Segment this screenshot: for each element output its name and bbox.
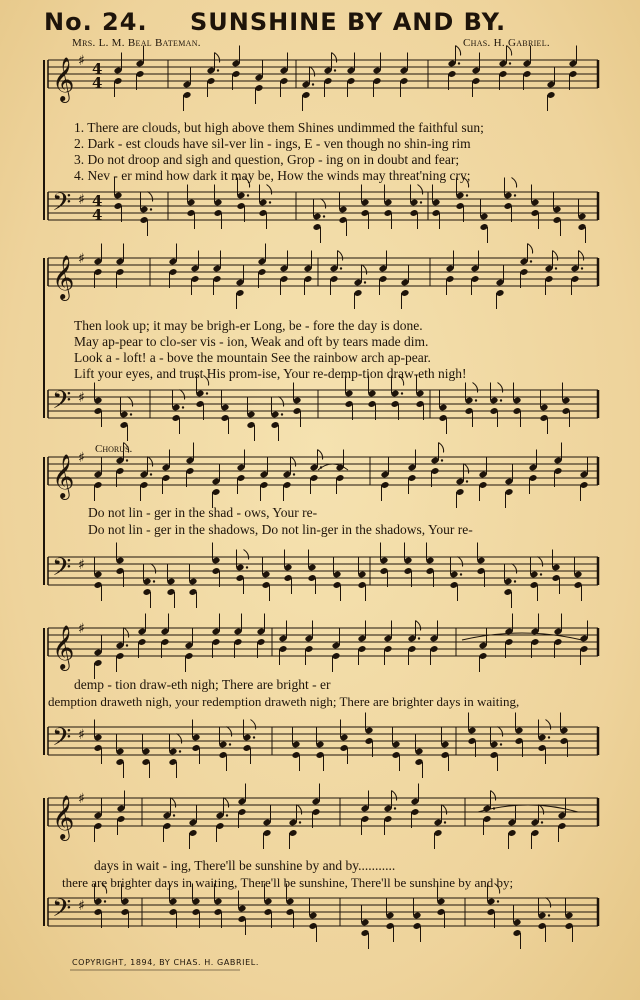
verse-1-line-2: Then look up; it may be brigh-er Long, be - fore the day is done.	[74, 318, 423, 333]
time-signature-top: 4	[92, 192, 103, 210]
note-flag	[464, 464, 469, 474]
dot	[126, 459, 128, 461]
note-flag	[392, 791, 397, 801]
copyright-notice: COPYRIGHT, 1894, BY CHAS. H. GABRIEL.	[72, 958, 259, 967]
note-flag	[546, 898, 551, 908]
note-flag	[538, 557, 543, 567]
tie-slur	[478, 805, 578, 812]
dot	[466, 194, 468, 196]
bass-clef: 𝄢	[52, 894, 72, 929]
dot	[418, 637, 420, 639]
note-flag	[297, 805, 302, 815]
dot	[497, 900, 499, 902]
dot	[500, 743, 502, 745]
dot	[247, 194, 249, 196]
note-flag	[332, 53, 337, 63]
verse-3-line-2: Look a - loft! a - bove the mountain See the rainbow arch ap-pear.	[74, 350, 431, 365]
note-flag	[362, 265, 367, 275]
note-flag	[512, 178, 517, 188]
verse-2-line-2: May ap-pear to clo-ser vis - ion, Weak and oft by tears made dim.	[74, 334, 429, 349]
key-signature-sharp: ♯	[78, 791, 85, 807]
dot	[150, 473, 152, 475]
dot	[253, 736, 255, 738]
key-signature-sharp: ♯	[78, 621, 85, 637]
dot	[246, 566, 248, 568]
dot	[182, 406, 184, 408]
verse-3-line-1: 3. Do not droop and sigh and question, Grop - ing on in doubt and fear;	[74, 152, 460, 167]
note-flag	[456, 46, 461, 56]
dot	[394, 807, 396, 809]
treble-clef: 𝄞	[52, 625, 75, 669]
dot	[153, 580, 155, 582]
dot	[466, 480, 468, 482]
dot	[312, 83, 314, 85]
note-flag	[244, 550, 249, 560]
dot	[460, 573, 462, 575]
dot	[217, 69, 219, 71]
dot	[130, 413, 132, 415]
note-flag	[215, 53, 220, 63]
note-flag	[507, 46, 512, 56]
note-flag	[124, 628, 129, 638]
dot	[514, 194, 516, 196]
note-flag	[458, 557, 463, 567]
dot	[226, 814, 228, 816]
note-flag	[310, 67, 315, 77]
time-signature-bottom: 4	[92, 206, 103, 224]
note-flag	[279, 397, 284, 407]
note-flag	[321, 199, 326, 209]
dot	[229, 743, 231, 745]
note-flag	[498, 383, 503, 393]
dot	[126, 644, 128, 646]
dot	[293, 473, 295, 475]
note-flag	[473, 383, 478, 393]
dot	[541, 821, 543, 823]
note-flag	[416, 621, 421, 631]
note-flag	[498, 727, 503, 737]
note-flag	[528, 244, 533, 254]
time-signature-top: 4	[92, 60, 103, 78]
bass-clef: 𝄢	[52, 386, 72, 421]
key-signature-sharp: ♯	[78, 192, 85, 208]
note-flag	[148, 192, 153, 202]
dot	[514, 580, 516, 582]
verse-1-line-1: 1. There are clouds, but high above them Shines undimmed the faithful sun;	[74, 120, 484, 135]
tie-slur	[462, 633, 582, 640]
note-flag	[267, 185, 272, 195]
dot	[179, 750, 181, 752]
dot	[420, 201, 422, 203]
bass-clef: 𝄢	[52, 188, 72, 223]
note-flag	[546, 720, 551, 730]
dot	[364, 281, 366, 283]
dot	[555, 267, 557, 269]
dot	[458, 62, 460, 64]
chorus-row-3-bass-lyrics: there are brighter days in waiting, There'll be sunshine, There'll be sunshine by and by;	[62, 875, 514, 890]
dot	[540, 573, 542, 575]
key-signature-sharp: ♯	[78, 727, 85, 743]
verse-4-line-2: Lift your eyes, and trust His prom-ise, Your re-demp-tion draw-eth nigh!	[74, 366, 467, 381]
note-flag	[128, 397, 133, 407]
note-flag	[439, 443, 444, 453]
note-flag	[318, 450, 323, 460]
bass-clef: 𝄢	[52, 553, 72, 588]
note-flag	[579, 251, 584, 261]
dot	[150, 208, 152, 210]
verse-2-line-1: 2. Dark - est clouds have sil-ver lin - ings, E - ven though no shin-ing rim	[74, 136, 471, 151]
lyricist-credit: Mrs. L. M. Beal Bateman.	[72, 37, 201, 49]
chorus-row-1-bass-lyrics: Do not lin - ger in the shadows, Do not lin-ger in the shadows, Your re-	[88, 522, 473, 537]
dot	[548, 914, 550, 916]
note-flag	[291, 457, 296, 467]
key-signature-sharp: ♯	[78, 53, 85, 69]
note-flag	[148, 457, 153, 467]
dot	[323, 215, 325, 217]
dot	[281, 413, 283, 415]
note-flag	[512, 564, 517, 574]
note-flag	[180, 390, 185, 400]
dot	[173, 814, 175, 816]
hymn-title: SUNSHINE BY AND BY.	[190, 8, 507, 36]
note-flag	[224, 798, 229, 808]
dot	[334, 69, 336, 71]
note-flag	[227, 727, 232, 737]
dot	[530, 260, 532, 262]
bass-clef: 𝄢	[52, 723, 72, 758]
dot	[104, 900, 106, 902]
chorus-row-2-treble-lyrics: demp - tion draw-eth nigh; There are bright - er	[74, 677, 331, 692]
key-signature-sharp: ♯	[78, 390, 85, 406]
dot	[509, 62, 511, 64]
dot	[500, 399, 502, 401]
dot	[444, 821, 446, 823]
treble-clef: 𝄞	[52, 795, 75, 839]
note-flag	[251, 720, 256, 730]
dot	[548, 736, 550, 738]
treble-clef: 𝄞	[52, 255, 75, 299]
dot	[206, 392, 208, 394]
dot	[340, 267, 342, 269]
time-signature-bottom: 4	[92, 74, 103, 92]
dot	[401, 392, 403, 394]
note-flag	[151, 564, 156, 574]
note-flag	[171, 798, 176, 808]
dot	[441, 459, 443, 461]
key-signature-sharp: ♯	[78, 450, 85, 466]
note-flag	[491, 791, 496, 801]
note-flag	[442, 805, 447, 815]
dot	[299, 821, 301, 823]
treble-clef: 𝄞	[52, 57, 75, 101]
chorus-label: Chorus.	[95, 443, 133, 455]
dot	[475, 399, 477, 401]
chorus-row-1-treble-lyrics: Do not lin - ger in the shad - ows, Your re-	[88, 505, 318, 520]
chorus-row-2-bass-lyrics: demption draweth nigh, your redemption draweth nigh; There are brighter days in waiting,	[48, 694, 520, 709]
treble-clef: 𝄞	[52, 454, 75, 498]
hymn-number: No. 24.	[44, 8, 148, 36]
note-flag	[338, 251, 343, 261]
chorus-row-3-treble-lyrics: days in wait - ing, There'll be sunshine by and by...........	[94, 858, 396, 873]
dot	[269, 201, 271, 203]
composer-credit: Chas. H. Gabriel.	[463, 37, 550, 49]
key-signature-sharp: ♯	[78, 898, 85, 914]
note-flag	[177, 734, 182, 744]
note-flag	[418, 185, 423, 195]
dot	[581, 267, 583, 269]
note-flag	[553, 251, 558, 261]
key-signature-sharp: ♯	[78, 251, 85, 267]
verse-4-line-1: 4. Nev - er mind how dark it may be, How the winds may threat'ning cry;	[74, 168, 471, 183]
key-signature-sharp: ♯	[78, 557, 85, 573]
